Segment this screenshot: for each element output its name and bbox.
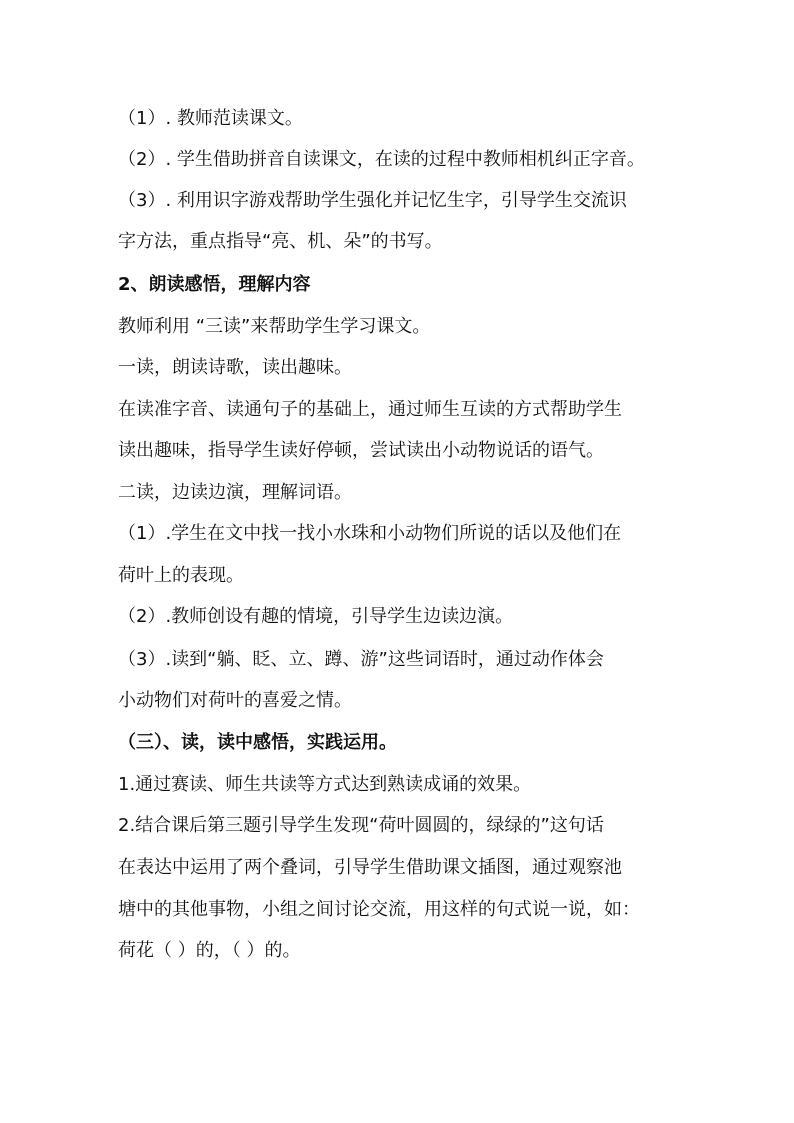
text-line: 字方法，重点指导“亮、机、朵”的书写。 [118, 231, 443, 252]
text-line: 二读，边读边演，理解词语。 [118, 482, 352, 503]
text-line: （2）.教师创设有趣的情境，引导学生边读边演。 [118, 606, 514, 627]
text-line: 荷叶上的表现。 [118, 565, 244, 586]
section-heading: 2、朗读感悟，理解内容 [118, 274, 311, 295]
text-line: 在表达中运用了两个叠词，引导学生借助课文插图，通过观察池 [118, 857, 622, 878]
section-heading: （三）、读，读中感悟，实践运用。 [118, 732, 397, 753]
text-line: 读出趣味，指导学生读好停顿，尝试读出小动物说话的语气。 [118, 440, 604, 461]
text-line: 2.结合课后第三题引导学生发现“荷叶圆圆的，绿绿的”这句话 [118, 815, 604, 836]
text-line: （3）.读到“躺、眨、立、蹲、游”这些词语时，通过动作体会 [118, 649, 604, 670]
text-line: （1）.学生在文中找一找小水珠和小动物们所说的话以及他们在 [118, 523, 622, 544]
text-line: 1.通过赛读、师生共读等方式达到熟读成诵的效果。 [118, 774, 532, 795]
text-line: （3）. 利用识字游戏帮助学生强化并记忆生字，引导学生交流识 [118, 190, 627, 211]
text-line: （2）. 学生借助拼音自读课文，在读的过程中教师相机纠正字音。 [118, 149, 645, 170]
text-line: 一读，朗读诗歌，读出趣味。 [118, 357, 352, 378]
text-line: 在读准字音、读通句子的基础上，通过师生互读的方式帮助学生 [118, 399, 622, 420]
text-line: 小动物们对荷叶的喜爱之情。 [118, 690, 352, 711]
text-line: 塘中的其他事物，小组之间讨论交流，用这样的句式说一说，如： [118, 899, 640, 920]
text-line: （1）. 教师范读课文。 [118, 108, 303, 129]
text-line: 教师利用 “三读”来帮助学生学习课文。 [118, 316, 431, 337]
text-line: 荷花（ ）的，（ ）的。 [118, 940, 301, 961]
